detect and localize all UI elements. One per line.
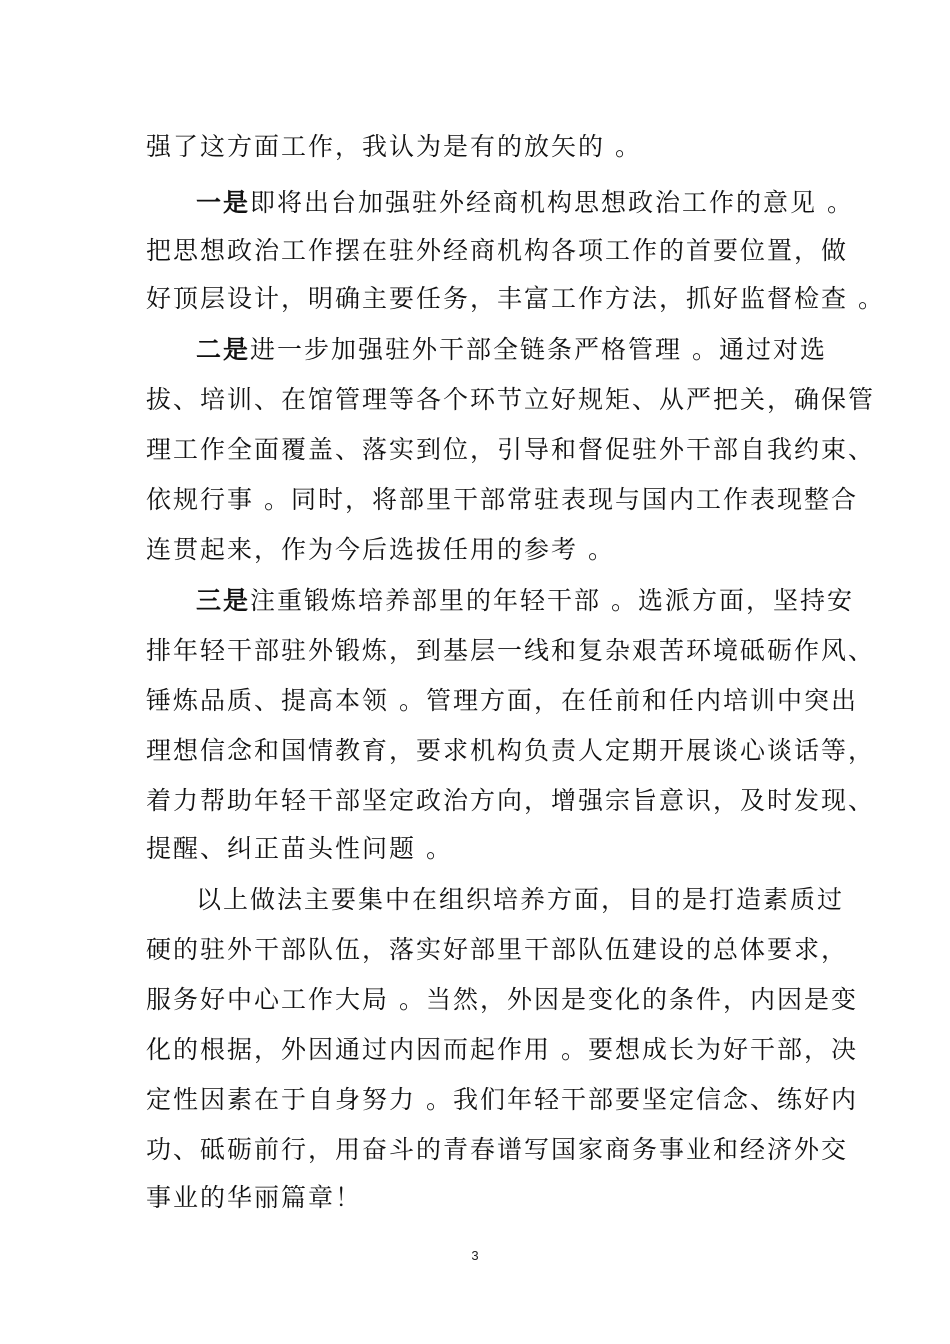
text-line: 好顶层设计，明确主要任务，丰富工作方法，抓好监督检查 。 <box>146 284 885 313</box>
text-line: 把思想政治工作摆在驻外经商机构各项工作的首要位置，做 <box>146 236 849 265</box>
text-line: 排年轻干部驻外锻炼，到基层一线和复杂艰苦环境砥砺作风、 <box>146 636 876 665</box>
point-lead: 一是 <box>196 188 251 217</box>
point-one <box>196 183 876 223</box>
point-text: 即将出台加强驻外经商机构思想政治工作的意见 。 <box>250 188 854 217</box>
text-line: 依规行事 。同时，将部里干部常驻表现与国内工作表现整合 <box>146 485 858 514</box>
point-lead: 三是 <box>196 586 251 615</box>
point-three <box>196 581 876 621</box>
text-line: 定性因素在于自身努力 。我们年轻干部要坚定信念、练好内 <box>146 1085 858 1114</box>
text-line: 拔、培训、在馆管理等各个环节立好规矩、从严把关，确保管 <box>146 385 876 414</box>
text-line: 强了这方面工作，我认为是有的放矢的 。 <box>146 132 642 161</box>
text-line: 硬的驻外干部队伍，落实好部里干部队伍建设的总体要求， <box>146 935 849 964</box>
text-line: 服务好中心工作大局 。当然，外因是变化的条件，内因是变 <box>146 985 858 1014</box>
point-text: 进一步加强驻外干部全链条严格管理 。通过对选 <box>250 335 827 364</box>
text-line: 化的根据，外因通过内因而起作用 。要想成长为好干部，决 <box>146 1035 858 1064</box>
text-line: 功、砥砺前行，用奋斗的青春谱写国家商务事业和经济外交 <box>146 1135 849 1164</box>
page-number: 3 <box>471 1248 479 1263</box>
point-two <box>196 330 876 370</box>
paragraph-start: 以上做法主要集中在组织培养方面，目的是打造素质过 <box>196 885 845 914</box>
text-line: 连贯起来，作为今后选拔任用的参考 。 <box>146 535 615 564</box>
text-line: 锤炼品质、提高本领 。管理方面，在任前和任内培训中突出 <box>146 686 858 715</box>
text-line: 着力帮助年轻干部坚定政治方向，增强宗旨意识，及时发现、 <box>146 786 876 815</box>
text-line: 事业的华丽篇章！ <box>146 1183 363 1212</box>
text-line: 理想信念和国情教育，要求机构负责人定期开展谈心谈话等， <box>146 736 876 765</box>
point-text: 注重锻炼培养部里的年轻干部 。选派方面，坚持安 <box>250 586 854 615</box>
text-line: 提醒、纠正苗头性问题 。 <box>146 834 453 863</box>
text-line: 理工作全面覆盖、落实到位，引导和督促驻外干部自我约束、 <box>146 435 876 464</box>
point-lead: 二是 <box>196 335 251 364</box>
